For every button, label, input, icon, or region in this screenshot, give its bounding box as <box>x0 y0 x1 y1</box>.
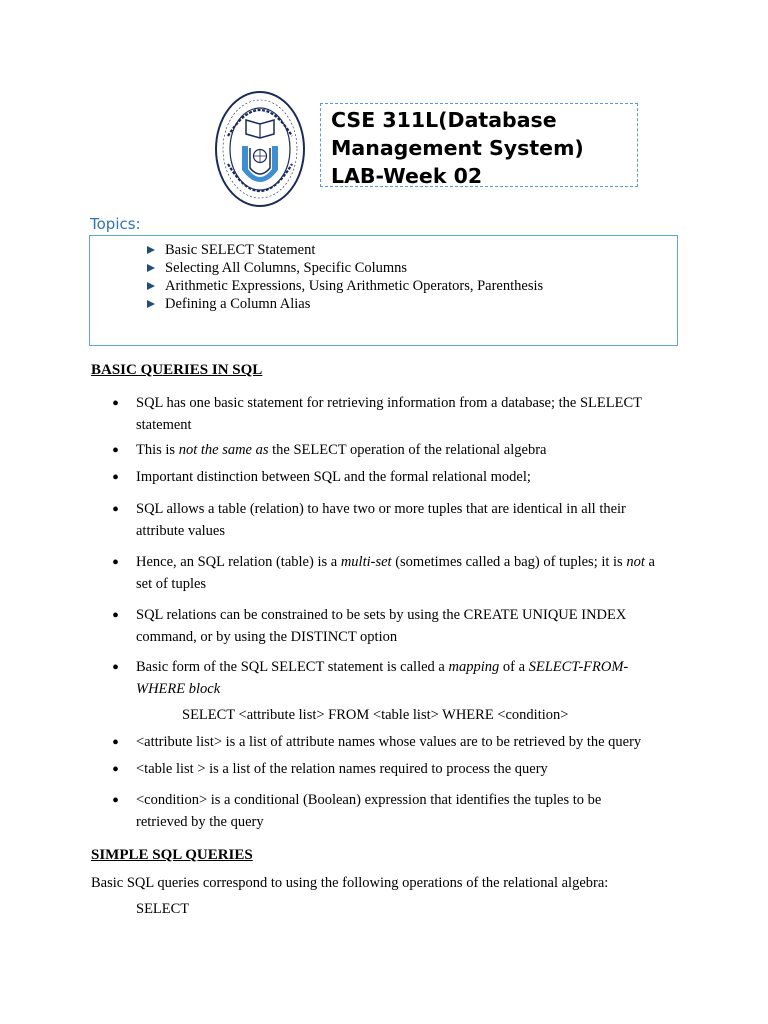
bullet-text-part: (sometimes called a bag) of tuples; it is <box>391 554 627 570</box>
logo-seal-graphic <box>214 90 306 208</box>
bullet-text-part: a <box>644 554 655 570</box>
bullet-text-line: SQL has one basic statement for retrieving information from a database; the SLELECT <box>136 395 643 411</box>
bullet-text: <attribute list> is a list of attribute names whose values are to be retrieved by the query <box>136 734 642 750</box>
bullet-text-emphasis: not the same as <box>178 442 269 458</box>
bullet-text: <table list > is a list of the relation names required to process the query <box>136 761 548 777</box>
bullet-text <box>136 439 674 461</box>
topic-item <box>145 259 543 277</box>
bullet-dot-icon: • <box>112 552 120 574</box>
bullet-text <box>136 551 674 595</box>
bullet-dot-icon: • <box>112 605 120 627</box>
bullet-dot-icon: • <box>112 499 120 521</box>
bullet-dot-icon: • <box>112 657 120 679</box>
bullet-text <box>136 498 674 542</box>
bullet-text-emphasis: multi-set <box>340 554 392 570</box>
topics-label: Topics: <box>90 215 141 233</box>
bullet-text <box>136 789 674 833</box>
bullet-text-emphasis: WHERE block <box>136 681 221 697</box>
topic-item <box>145 241 543 259</box>
topic-item <box>145 277 543 295</box>
bullet-dot-icon: • <box>112 732 120 754</box>
bullet-text-line: set of tuples <box>136 576 207 592</box>
topic-item-text: Selecting All Columns, Specific Columns <box>165 260 408 276</box>
triangle-bullet-icon <box>147 264 155 272</box>
bullet-text-part: Basic form of the SQL SELECT statement is called a <box>136 659 449 675</box>
course-title-line-1: CSE 311L(Database <box>331 108 557 132</box>
triangle-bullet-icon <box>147 246 155 254</box>
bullet-text <box>136 656 674 700</box>
course-title-line-3: LAB-Week 02 <box>331 164 483 187</box>
bullet-text-emphasis: SELECT-FROM- <box>528 659 629 675</box>
bullet-dot-icon: • <box>112 393 120 415</box>
bullet-text-part: This is <box>136 442 179 458</box>
bullet-text-line: statement <box>136 417 192 433</box>
topics-list <box>145 241 543 313</box>
topic-item-text: Defining a Column Alias <box>165 296 311 312</box>
course-title <box>331 106 584 187</box>
bullet-dot-icon: • <box>112 440 120 462</box>
bullet-text-part: Hence, an SQL relation (table) is a <box>136 554 341 570</box>
bullet-dot-icon: • <box>112 790 120 812</box>
bullet-text-line: attribute values <box>136 523 225 539</box>
operation-select: SELECT <box>136 901 190 917</box>
section-intro-text: Basic SQL queries correspond to using the following operations of the relational algebra: <box>91 875 609 891</box>
section-heading-basic-queries: BASIC QUERIES IN SQL <box>91 362 263 378</box>
topic-item <box>145 295 543 313</box>
bullet-text: Important distinction between SQL and the formal relational model; <box>136 469 531 485</box>
course-title-box <box>320 103 638 187</box>
course-title-line-2: Management System) <box>331 136 584 160</box>
triangle-bullet-icon <box>147 282 155 290</box>
bullet-text <box>136 604 674 648</box>
select-syntax: SELECT <attribute list> FROM <table list> WHERE <condition> <box>182 707 569 723</box>
bullet-text-line: SQL relations can be constrained to be sets by using the CREATE UNIQUE INDEX <box>136 607 627 623</box>
bullet-text <box>136 392 674 436</box>
bullet-text-emphasis: not <box>626 554 645 570</box>
bullet-text-line: command, or by using the DISTINCT option <box>136 629 398 645</box>
topics-box <box>89 235 678 346</box>
section-heading-simple-queries: SIMPLE SQL QUERIES <box>91 847 253 863</box>
bullet-text-part: of a <box>499 659 529 675</box>
bullet-text-emphasis: mapping <box>448 659 500 675</box>
bullet-text-line: retrieved by the query <box>136 814 264 830</box>
university-logo <box>214 90 306 208</box>
bullet-dot-icon: • <box>112 759 120 781</box>
bullet-text-line: SQL allows a table (relation) to have two or more tuples that are identical in all their <box>136 501 626 517</box>
bullet-text-line: <condition> is a conditional (Boolean) expression that identifies the tuples to be <box>136 792 602 808</box>
topic-item-text: Basic SELECT Statement <box>165 242 316 258</box>
topic-item-text: Arithmetic Expressions, Using Arithmetic Operators, Parenthesis <box>165 278 544 294</box>
bullet-dot-icon: • <box>112 467 120 489</box>
bullet-text-part: the SELECT operation of the relational algebra <box>268 442 547 458</box>
bullet-text-line <box>136 656 674 678</box>
triangle-bullet-icon <box>147 300 155 308</box>
bullet-text-line <box>136 551 674 573</box>
